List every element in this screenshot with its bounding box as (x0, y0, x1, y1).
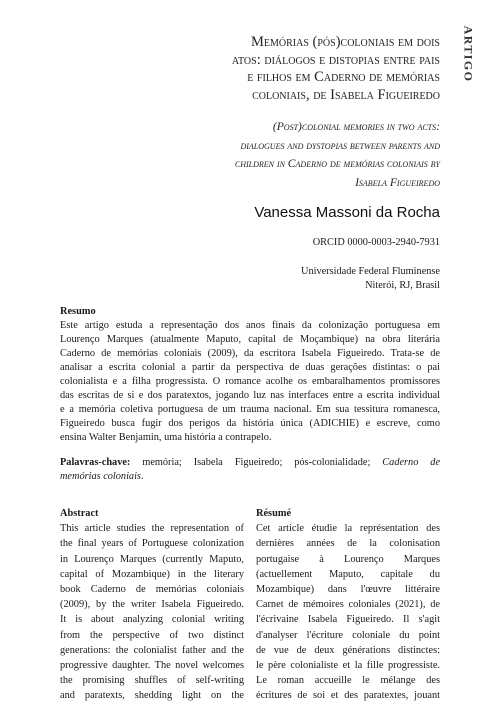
section-tag (446, 14, 486, 84)
resumo-line: Figueiredo busca fugir dos perigos da história única (ADICHIE) e escreve, como (60, 418, 440, 429)
keywords (60, 456, 440, 484)
abstract-line: the promising shuffles of self-writing (60, 675, 244, 687)
abstract-line: capital of Mozambique) in the literary (60, 568, 244, 580)
abstract-line: progressive daughter. The novel welcomes (60, 660, 244, 672)
keywords-line-2 (60, 470, 440, 484)
abstract-line: in Lourenço Marques (currently Maputo, (60, 553, 244, 565)
title-line: coloniais, de Isabela Figueiredo (252, 86, 440, 103)
resumo-section (60, 305, 440, 445)
keywords-italic-2: memórias coloniais (60, 471, 141, 482)
keywords-line-1 (60, 456, 440, 470)
abstract-line-italic: book Caderno de memórias coloniais (60, 584, 244, 596)
title-line: atos: diálogos e distopias entre pais (231, 51, 440, 68)
subtitle-line: children in Caderno de memórias coloniais by (234, 157, 440, 170)
resumo-line: colonialista e a filha progressista. O romance acolhe os embaralhamentos promissores (60, 376, 440, 387)
keywords-end: . (140, 471, 144, 482)
resume-line: le père colonialiste et la fille progressiste. (256, 660, 440, 672)
abstract-heading: Abstract (60, 508, 99, 519)
resume-line: Carnet de mémoires coloniales (2021), de (256, 599, 440, 611)
orcid-id[interactable]: ORCID 0000-0003-2940-7931 (312, 237, 440, 248)
affiliation (200, 265, 440, 293)
affiliation-location: Niterói, RJ, Brasil (365, 280, 440, 291)
resume-line: l'écrivaine Isabela Figueiredo. Il s'agit (256, 614, 440, 626)
resume-line: de vue de deux générations distinctes: (256, 644, 440, 656)
title-line: Memórias (pós)coloniais em dois (251, 34, 440, 50)
abstract-line: and paratexts, shedding light on the (60, 690, 244, 702)
subtitle-line: Isabela Figueiredo (355, 175, 440, 189)
resumo-line: e a memória coletiva portuguesa de um trauma nacional. Em sua tessitura romanesca, (60, 404, 440, 415)
resume-heading: Résumé (256, 508, 292, 519)
article-subtitle-english (150, 118, 440, 192)
subtitle-line: (Post)colonial memories in two acts: (272, 120, 440, 133)
title-line: e filhos em Caderno de memórias (247, 69, 440, 85)
abstract-line: generations: the colonialist father and the (60, 644, 244, 656)
resume-line: (actuellement Maputo, capitale du (256, 568, 440, 580)
abstract-column (60, 506, 244, 704)
resume-column (256, 506, 440, 704)
resumo-line: ensina Walter Benjamin, uma história a contrapelo. (60, 432, 272, 443)
resume-line: dernières années de la colonisation (256, 538, 440, 550)
abstract-line: It is about analyzing colonial writing (60, 614, 244, 626)
resume-line: d'analyser l'écriture coloniale du point (256, 629, 440, 641)
resume-line: écritures de soi et des paratextes, jouant (256, 690, 440, 702)
affiliation-institution: Universidade Federal Fluminense (301, 266, 440, 277)
resumo-line: Este artigo estuda a representação dos anos finais da colonização portuguesa em (60, 320, 440, 331)
resume-line: Cet article étudie la représentation des (256, 523, 440, 535)
abstract-line: the final years of Portuguese colonization (60, 538, 244, 550)
keywords-text: memória; Isabela Figueiredo; pós-colonialidade; (142, 457, 371, 468)
section-tag-label: ARTIGO (461, 25, 476, 83)
keywords-italic: Caderno de (382, 457, 441, 468)
resume-line: portugaise à Lourenço Marques (256, 553, 440, 565)
resume-line: Mozambique) dans l'œuvre littéraire (256, 584, 440, 596)
resumo-line: Lourenço Marques (atualmente Maputo, capital de Moçambique) na obra literária (60, 334, 440, 345)
keywords-label: Palavras-chave: (60, 457, 131, 468)
author-name: Vanessa Massoni da Rocha (254, 204, 440, 221)
article-title (150, 34, 440, 104)
abstract-line: from the perspective of two distinct (60, 629, 244, 641)
subtitle-line: dialogues and dystopias between parents and (240, 138, 440, 152)
abstract-line: This article studies the representation of (60, 523, 244, 535)
resumo-line: analisar a escrita colonial a partir da perspectiva de duas gerações distintas: o pai (60, 362, 440, 373)
abstract-line: (2009), by the writer Isabela Figueiredo. (60, 599, 244, 611)
resumo-line: das escritas de si e dos paratextos, jogando luz nas interfaces entre a escrita individual (60, 390, 440, 401)
resume-line: Le roman accueille le mélange des (256, 675, 440, 687)
resumo-line: Caderno de memórias coloniais (2009), da escritora Isabela Figueiredo. Trata-se de (60, 348, 440, 359)
resumo-heading: Resumo (60, 306, 96, 317)
